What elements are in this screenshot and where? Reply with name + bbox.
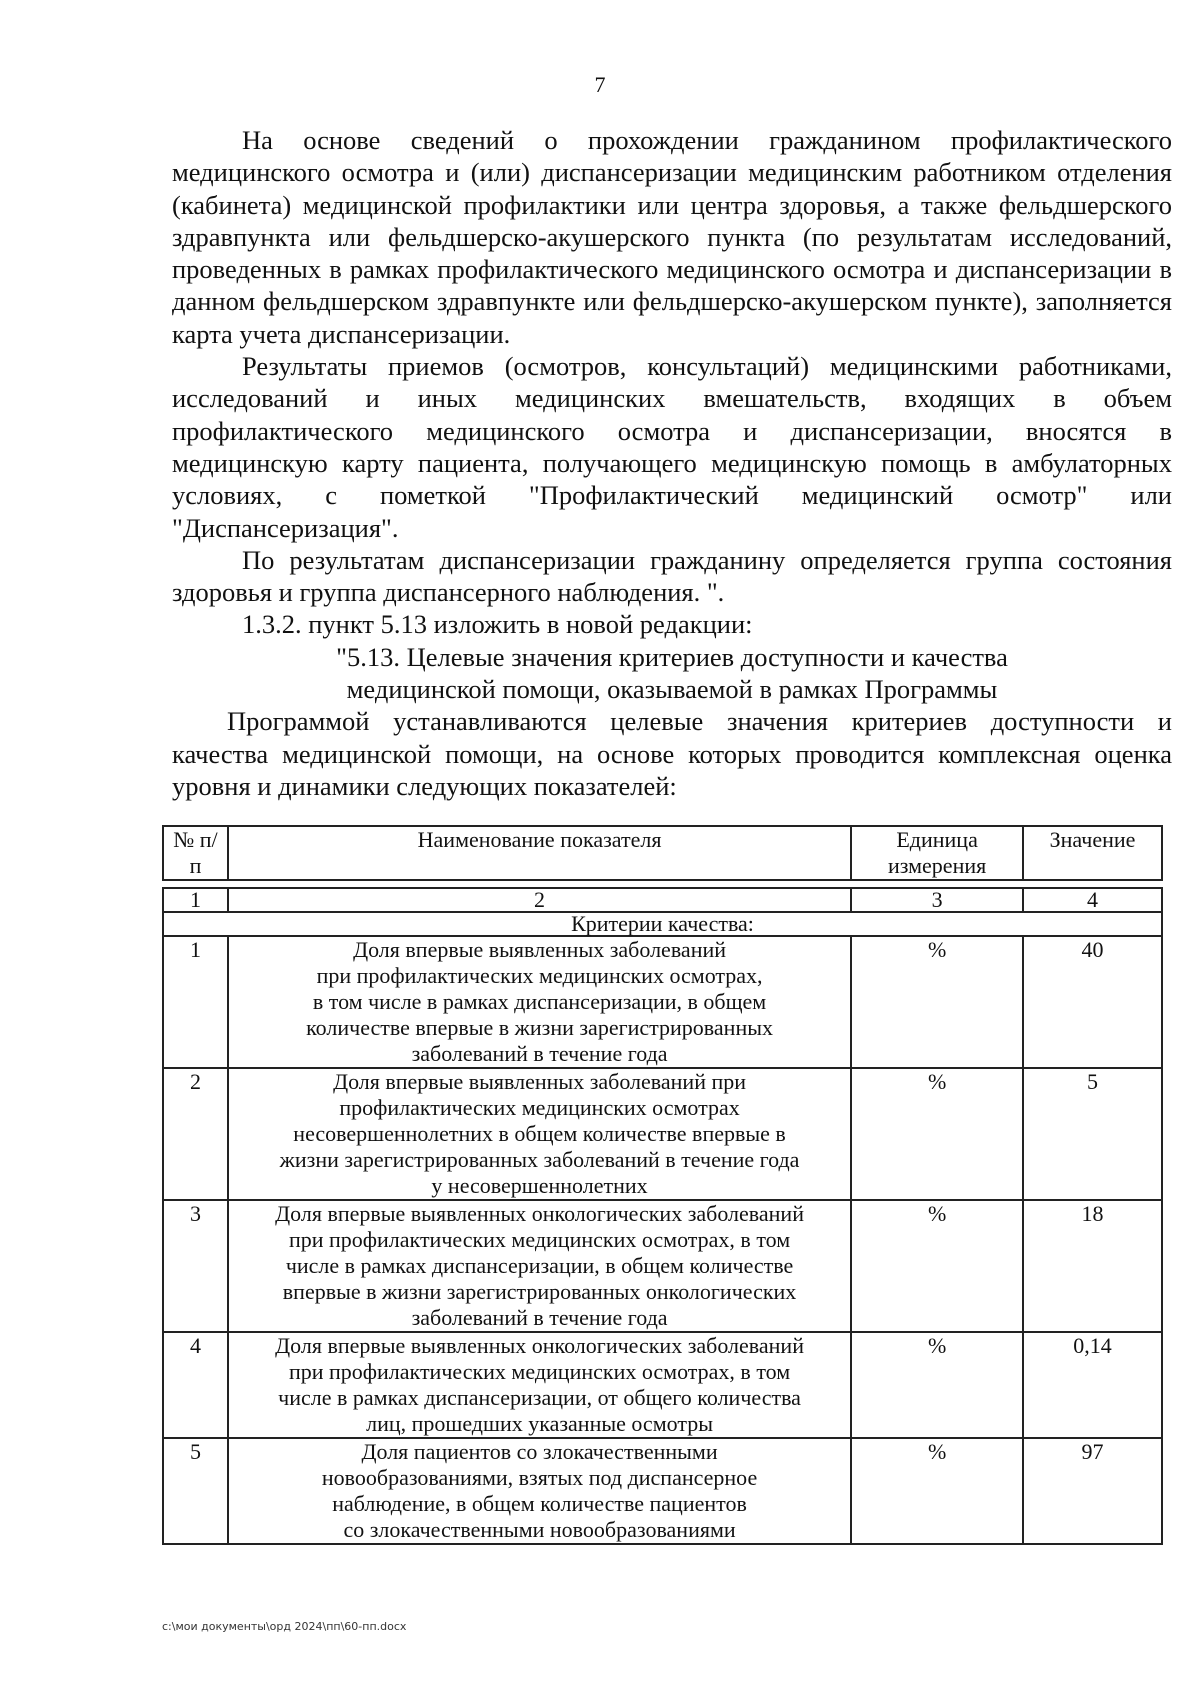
row-name [228, 1438, 851, 1544]
footer-file-path: c:\мои документы\орд 2024\пп\60-пп.docx [162, 1620, 407, 1633]
paragraph-exam-results: Результаты приемов (осмотров, консультаций) медицинскими работниками, исследований и иных медицинских вмешательств, входящих в объем профилактического медицинского осмотра и диспансеризации, вносятся в медицинскую карту пациента, получающего медицинскую помощь в амбулаторных условиях, с пометкой "Профилактический медицинский осмотр" или "Диспансеризация". [172, 351, 1172, 543]
row-name-line: Доля пациентов со злокачественными [361, 1439, 718, 1464]
row-value: 5 [1023, 1068, 1162, 1200]
paragraph-card-filling: На основе сведений о прохождении гражданином профилактического медицинского осмотра и (или) диспансеризации медицинским работником отделения (кабинета) медицинской профилактики или центра здоровья, а также фельдшерского здравпункта или фельдшерско-акушерского пункта (по результатам исследований, проведенных в рамках профилактического медицинского осмотра и диспансеризации в данном фельдшерском здравпункте или фельдшерско-акушерском пункте), заполняется карта учета диспансеризации. [172, 125, 1172, 349]
header-unit: Единица измерения [851, 826, 1023, 880]
row-name-line: Доля впервые выявленных заболеваний [353, 937, 727, 962]
row-name [228, 1068, 851, 1200]
row-name-line: Доля впервые выявленных заболеваний при [333, 1069, 747, 1094]
row-unit: % [851, 1068, 1023, 1200]
table-row [163, 1438, 1162, 1544]
row-name-line: при профилактических медицинских осмотрах, [316, 963, 763, 988]
page-number: 7 [594, 72, 606, 97]
row-name-line: со злокачественными новообразованиями [343, 1517, 736, 1542]
row-name [228, 1200, 851, 1332]
paragraph-health-group: По результатам диспансеризации гражданину определяется группа состояния здоровья и группа диспансерного наблюдения. ". [172, 544, 1172, 608]
section-heading-line-1: "5.13. Целевые значения критериев доступности и качества [336, 641, 1008, 672]
row-num: 4 [163, 1332, 228, 1438]
row-name [228, 936, 851, 1068]
row-unit: % [851, 1200, 1023, 1332]
row-name-line: в том числе в рамках диспансеризации, в общем [312, 989, 767, 1014]
row-name-line: при профилактических медицинских осмотрах, в том [288, 1359, 791, 1384]
row-name-line: новообразованиями, взятых под диспансерное [321, 1465, 758, 1490]
row-value: 0,14 [1023, 1332, 1162, 1438]
table-row [163, 1068, 1162, 1200]
row-name-line: лиц, прошедших указанные осмотры [366, 1411, 713, 1436]
section-heading-line-2: медицинской помощи, оказываемой в рамках Программы [346, 674, 998, 705]
row-name-line: Доля впервые выявленных онкологических заболеваний [275, 1201, 804, 1226]
row-num: 3 [163, 1200, 228, 1332]
table-row [163, 1200, 1162, 1332]
row-name-line: Доля впервые выявленных онкологических заболеваний [275, 1333, 804, 1358]
row-name-line: жизни зарегистрированных заболеваний в течение года [279, 1147, 800, 1172]
row-name-line: впервые в жизни зарегистрированных онкологических [282, 1279, 797, 1304]
row-value: 97 [1023, 1438, 1162, 1544]
row-value: 18 [1023, 1200, 1162, 1332]
header-value: Значение [1023, 826, 1162, 880]
row-unit: % [851, 936, 1023, 1068]
table-spacer [163, 880, 1162, 888]
table-header-row [163, 826, 1162, 880]
table-row [163, 936, 1162, 1068]
row-name-line: наблюдение, в общем количестве пациентов [332, 1491, 747, 1516]
row-name-line: несовершеннолетних в общем количестве впервые в [293, 1121, 786, 1146]
paragraph-amendment: 1.3.2. пункт 5.13 изложить в новой редакции: [242, 609, 753, 640]
paragraph-intro: Программой устанавливаются целевые значения критериев доступности и качества медицинской помощи, на основе которых проводится комплексная оценка уровня и динамики следующих показателей: [172, 706, 1172, 801]
row-name-line: заболеваний в течение года [411, 1305, 668, 1330]
row-name-line: у несовершеннолетних [431, 1173, 648, 1198]
header-name: Наименование показателя [228, 826, 851, 880]
section-title: Критерии качества: [163, 912, 1162, 936]
criteria-table [162, 825, 1163, 1545]
row-num: 5 [163, 1438, 228, 1544]
row-name-line: профилактических медицинских осмотрах [339, 1095, 740, 1120]
column-number-row [163, 888, 1162, 912]
row-name-line: числе в рамках диспансеризации, от общего количества [278, 1385, 801, 1410]
header-num: № п/п [163, 826, 228, 880]
row-unit: % [851, 1438, 1023, 1544]
row-name [228, 1332, 851, 1438]
column-number: 3 [851, 888, 1023, 912]
row-unit: % [851, 1332, 1023, 1438]
row-name-line: заболеваний в течение года [411, 1041, 668, 1066]
column-number: 1 [163, 888, 228, 912]
row-num: 2 [163, 1068, 228, 1200]
section-row [163, 912, 1162, 936]
row-value: 40 [1023, 936, 1162, 1068]
column-number: 2 [228, 888, 851, 912]
column-number: 4 [1023, 888, 1162, 912]
table-row [163, 1332, 1162, 1438]
row-name-line: числе в рамках диспансеризации, в общем количестве [285, 1253, 794, 1278]
row-name-line: количестве впервые в жизни зарегистрированных [306, 1015, 773, 1040]
row-name-line: при профилактических медицинских осмотрах, в том [288, 1227, 791, 1252]
row-num: 1 [163, 936, 228, 1068]
document-body [172, 124, 1172, 802]
